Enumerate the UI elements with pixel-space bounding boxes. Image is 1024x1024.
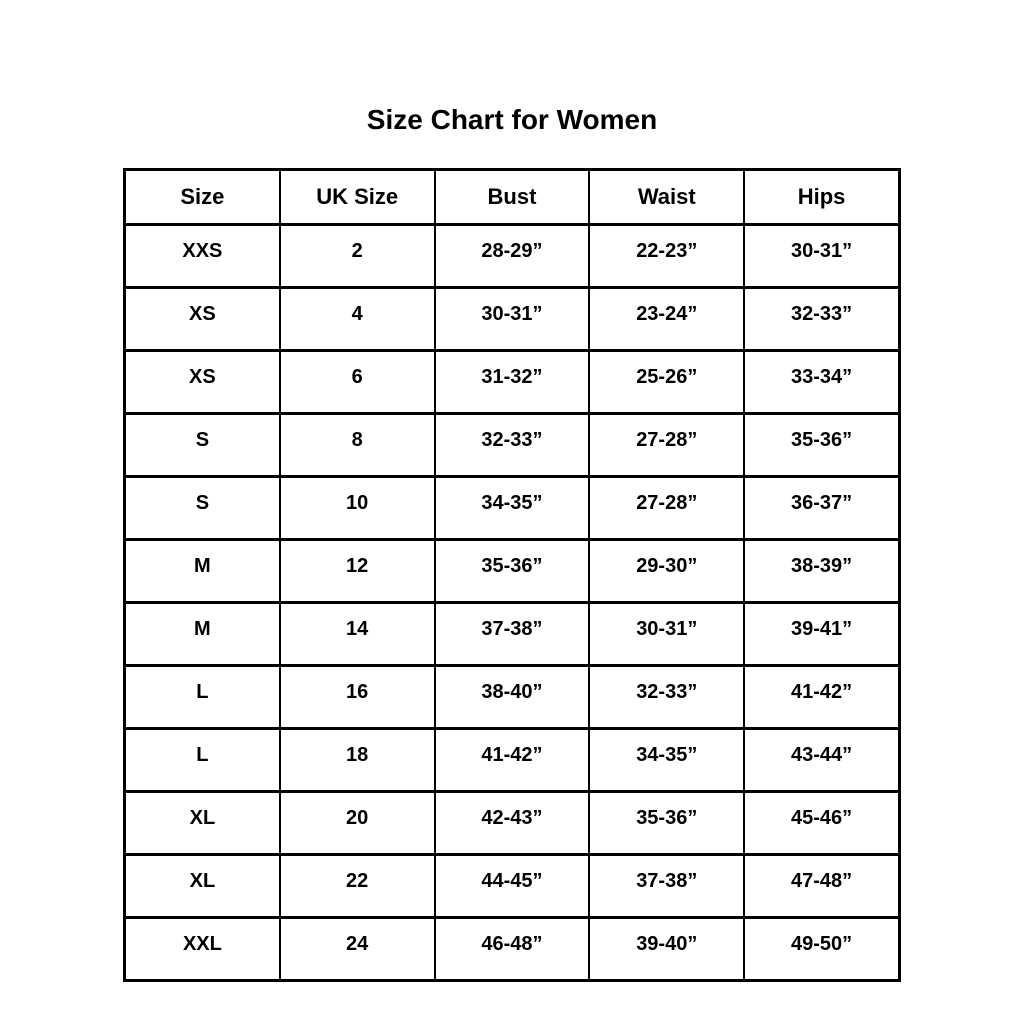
table-cell: 38-40” — [435, 665, 590, 728]
table-row — [125, 854, 900, 917]
table-row — [125, 602, 900, 665]
table-cell: XS — [125, 350, 280, 413]
table-cell: 8 — [280, 413, 435, 476]
table-row — [125, 413, 900, 476]
table-cell: L — [125, 728, 280, 791]
table-cell: 36-37” — [744, 476, 899, 539]
table-cell: 4 — [280, 287, 435, 350]
table-cell: XL — [125, 791, 280, 854]
table-cell: 28-29” — [435, 224, 590, 287]
table-row — [125, 224, 900, 287]
table-cell: 34-35” — [435, 476, 590, 539]
table-cell: 25-26” — [589, 350, 744, 413]
table-cell: M — [125, 539, 280, 602]
table-cell: 27-28” — [589, 476, 744, 539]
size-chart-table — [123, 168, 901, 982]
table-cell: 30-31” — [589, 602, 744, 665]
table-cell: 41-42” — [435, 728, 590, 791]
table-row — [125, 665, 900, 728]
table-cell: 35-36” — [744, 413, 899, 476]
table-cell: 16 — [280, 665, 435, 728]
table-cell: 49-50” — [744, 917, 899, 980]
table-row — [125, 791, 900, 854]
table-cell: 10 — [280, 476, 435, 539]
table-cell: 22-23” — [589, 224, 744, 287]
table-cell: M — [125, 602, 280, 665]
table-cell: 38-39” — [744, 539, 899, 602]
table-row — [125, 917, 900, 980]
column-header: Hips — [744, 169, 899, 224]
table-cell: 43-44” — [744, 728, 899, 791]
table-cell: 32-33” — [744, 287, 899, 350]
table-cell: L — [125, 665, 280, 728]
table-header-row — [125, 169, 900, 224]
table-cell: 41-42” — [744, 665, 899, 728]
column-header: Bust — [435, 169, 590, 224]
column-header: Size — [125, 169, 280, 224]
table-cell: 31-32” — [435, 350, 590, 413]
table-cell: 37-38” — [435, 602, 590, 665]
table-cell: 37-38” — [589, 854, 744, 917]
table-cell: 30-31” — [435, 287, 590, 350]
table-cell: 34-35” — [589, 728, 744, 791]
table-cell: S — [125, 413, 280, 476]
table-cell: XXL — [125, 917, 280, 980]
table-cell: 46-48” — [435, 917, 590, 980]
table-cell: 39-41” — [744, 602, 899, 665]
table-cell: XS — [125, 287, 280, 350]
table-cell: 18 — [280, 728, 435, 791]
table-cell: 22 — [280, 854, 435, 917]
table-cell: 33-34” — [744, 350, 899, 413]
table-cell: 29-30” — [589, 539, 744, 602]
column-header: Waist — [589, 169, 744, 224]
table-cell: XXS — [125, 224, 280, 287]
table-row — [125, 287, 900, 350]
table-cell: 35-36” — [589, 791, 744, 854]
page-title: Size Chart for Women — [366, 104, 658, 135]
table-cell: 20 — [280, 791, 435, 854]
table-row — [125, 539, 900, 602]
table-row — [125, 728, 900, 791]
table-cell: 32-33” — [589, 665, 744, 728]
table-cell: 42-43” — [435, 791, 590, 854]
table-cell: 27-28” — [589, 413, 744, 476]
table-cell: 47-48” — [744, 854, 899, 917]
table-cell: XL — [125, 854, 280, 917]
table-cell: 14 — [280, 602, 435, 665]
table-cell: 24 — [280, 917, 435, 980]
table-cell: 30-31” — [744, 224, 899, 287]
table-cell: S — [125, 476, 280, 539]
table-head — [125, 169, 900, 224]
table-cell: 35-36” — [435, 539, 590, 602]
table-cell: 32-33” — [435, 413, 590, 476]
table-cell: 6 — [280, 350, 435, 413]
table-cell: 12 — [280, 539, 435, 602]
table-cell: 45-46” — [744, 791, 899, 854]
table-row — [125, 350, 900, 413]
table-cell: 39-40” — [589, 917, 744, 980]
table-row — [125, 476, 900, 539]
table-body — [125, 224, 900, 980]
table-cell: 23-24” — [589, 287, 744, 350]
table-cell: 44-45” — [435, 854, 590, 917]
table-cell: 2 — [280, 224, 435, 287]
column-header: UK Size — [280, 169, 435, 224]
